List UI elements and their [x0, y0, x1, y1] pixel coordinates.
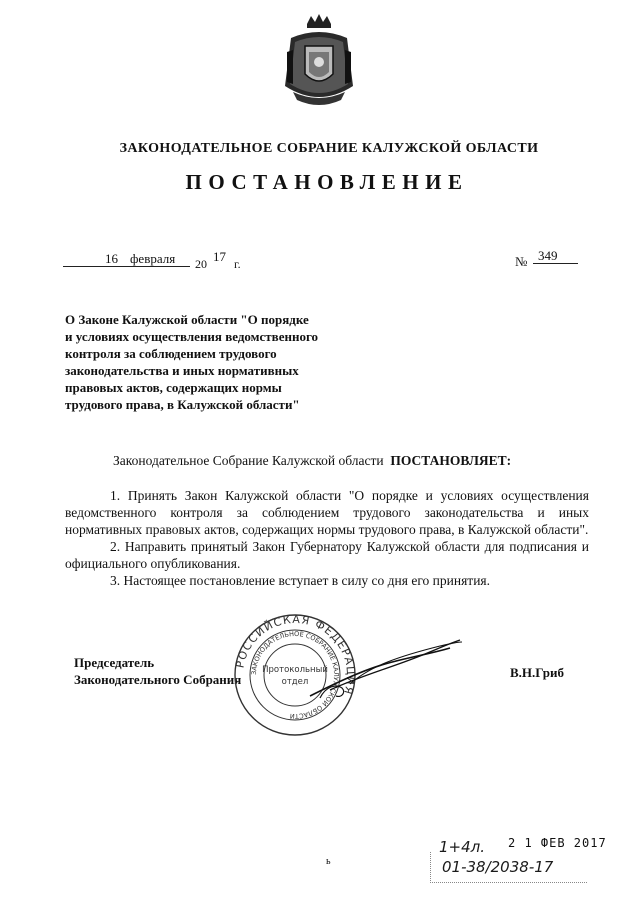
stamp-outer-text: РОССИЙСКАЯ ФЕДЕРАЦИЯ [233, 612, 358, 697]
signatory-position-line: Законодательного Собрания [74, 672, 242, 687]
resolution-items [65, 487, 589, 589]
preamble-verb: ПОСТАНОВЛЯЕТ: [390, 453, 512, 468]
resolution-item: 1. Принять Закон Калужской области "О порядке и условиях осуществления ведомственного контроля за соблюдением трудового законодательства и иных нормативных правовых актов, содержащих нормы трудового права, в Калужской области". [65, 488, 589, 537]
preamble [113, 453, 511, 469]
subject-line: и условиях осуществления ведомственного [65, 329, 319, 344]
organization-title: ЗАКОНОДАТЕЛЬНОЕ СОБРАНИЕ КАЛУЖСКОЙ ОБЛАСТИ [119, 141, 539, 156]
coat-of-arms-emblem [279, 12, 359, 112]
date-month: февраля [130, 251, 176, 266]
number-underline [533, 263, 578, 264]
subject-heading [65, 311, 365, 413]
date-year-suffix: 17 [213, 249, 226, 264]
subject-line: трудового права, в Калужской области" [65, 397, 300, 412]
registration-date: 2 1 ФЕВ 2017 [508, 836, 607, 850]
signatory-position-line: Председатель [74, 655, 155, 670]
resolution-item: 2. Направить принятый Закон Губернатору Калужской области для подписания и официального опубликования. [65, 539, 589, 571]
subject-line: законодательства и иных нормативных [65, 363, 299, 378]
stamp-center-line: Протокольный [262, 665, 328, 675]
subject-line: контроля за соблюдением трудового [65, 346, 277, 361]
number-sign: № [515, 254, 528, 269]
document-type-heading: ПОСТАНОВЛЕНИЕ [185, 170, 469, 194]
date-day: 16 [105, 251, 118, 266]
date-year-prefix: 20 [195, 257, 207, 271]
document-number: 349 [538, 248, 558, 263]
preamble-text: Законодательное Собрание Калужской области [113, 453, 384, 468]
resolution-item: 3. Настоящее постановление вступает в силу со дня его принятия. [110, 573, 491, 588]
date-year-unit: г. [234, 257, 241, 271]
stamp-inner-text: ЗАКОНОДАТЕЛЬНОЕ СОБРАНИЕ КАЛУЖСКОЙ ОБЛАСТИ [249, 629, 341, 721]
registration-copies: 1+4л. [439, 838, 486, 856]
registration-number: 01-38/2038-17 [442, 858, 554, 876]
subject-line: О Законе Калужской области "О порядке [65, 312, 309, 327]
signatory-position [74, 654, 241, 688]
corner-mark: ь [326, 856, 331, 867]
date-underline [63, 266, 190, 267]
signatory-name: В.Н.Гриб [510, 665, 564, 680]
subject-line: правовых актов, содержащих нормы [65, 380, 282, 395]
stamp-center-line: отдел [281, 677, 309, 687]
handwritten-signature [290, 626, 470, 706]
